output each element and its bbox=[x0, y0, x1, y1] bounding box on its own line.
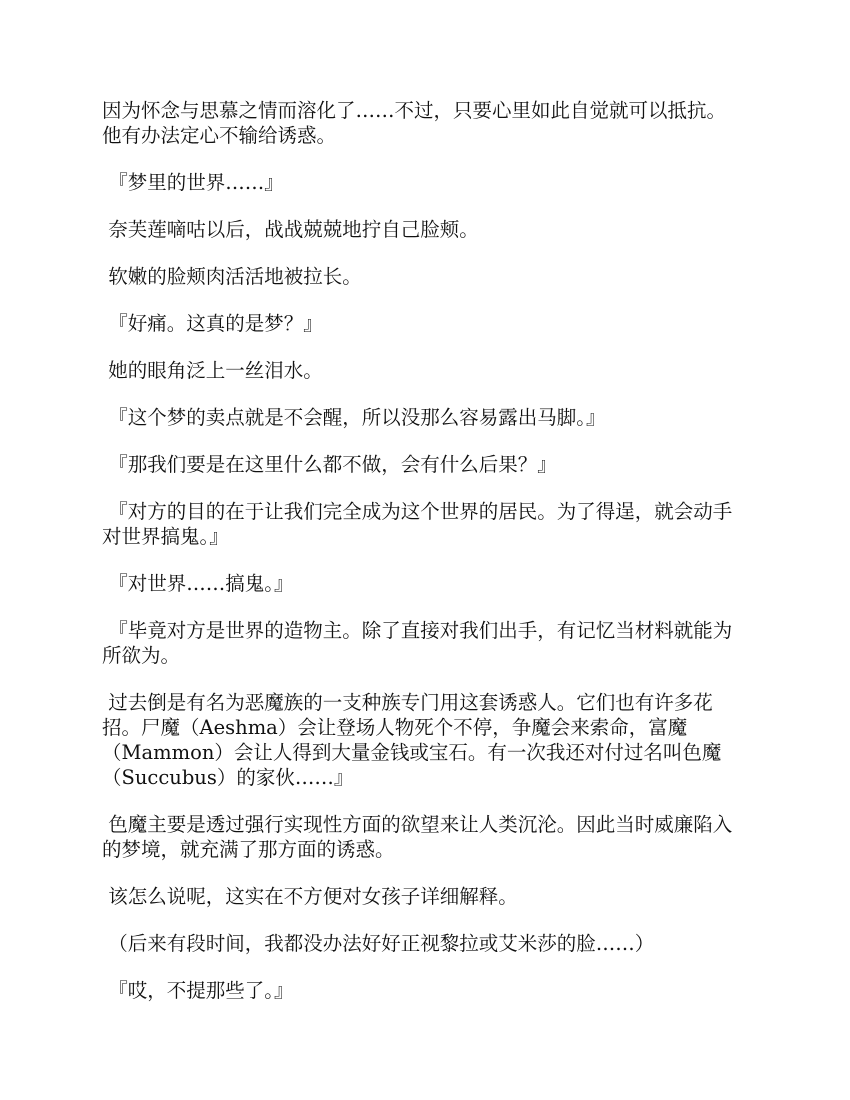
paragraph: 『那我们要是在这里什么都不做，会有什么后果？』 bbox=[102, 453, 557, 476]
paragraph: 奈芙莲嘀咕以后，战战兢兢地拧自己脸颊。 bbox=[102, 218, 479, 241]
paragraph: 『毕竟对方是世界的造物主。除了直接对我们出手，有记忆当材料就能为所欲为。 bbox=[102, 619, 733, 667]
paragraph: 她的眼角泛上一丝泪水。 bbox=[102, 359, 323, 382]
paragraph: 软嫩的脸颊肉活活地被拉长。 bbox=[102, 265, 362, 288]
paragraph: 色魔主要是透过强行实现性方面的欲望来让人类沉沦。因此当时威廉陷入的梦境，就充满了那方面的诱惑。 bbox=[102, 813, 733, 861]
paragraph: 『好痛。这真的是梦？』 bbox=[102, 312, 323, 335]
paragraph: 『这个梦的卖点就是不会醒，所以没那么容易露出马脚。』 bbox=[102, 406, 606, 429]
paragraph: 『哎，不提那些了。』 bbox=[102, 979, 294, 1002]
paragraph: 『对方的目的在于让我们完全成为这个世界的居民。为了得逞，就会动手对世界搞鬼。』 bbox=[102, 500, 733, 548]
paragraph: 过去倒是有名为恶魔族的一支种族专门用这套诱惑人。它们也有许多花招。尸魔（Aeshma）会让登场人物死个不停，争魔会来索命，富魔（Mammon）会让人得到大量金钱或宝石。有一次我还对付过名叫色魔（Succubus）的家伙……』 bbox=[102, 691, 722, 789]
paragraph: 『对世界……搞鬼。』 bbox=[102, 572, 294, 595]
paragraph: 因为怀念与思慕之情而溶化了……不过，只要心里如此自觉就可以抵抗。他有办法定心不输给诱惑。 bbox=[102, 99, 727, 147]
paragraph: 该怎么说呢，这实在不方便对女孩子详细解释。 bbox=[102, 885, 518, 908]
paragraph: （后来有段时间，我都没办法好好正视黎拉或艾米莎的脸……） bbox=[102, 932, 655, 955]
text-body bbox=[102, 98, 742, 1025]
paragraph: 『梦里的世界……』 bbox=[102, 171, 284, 194]
